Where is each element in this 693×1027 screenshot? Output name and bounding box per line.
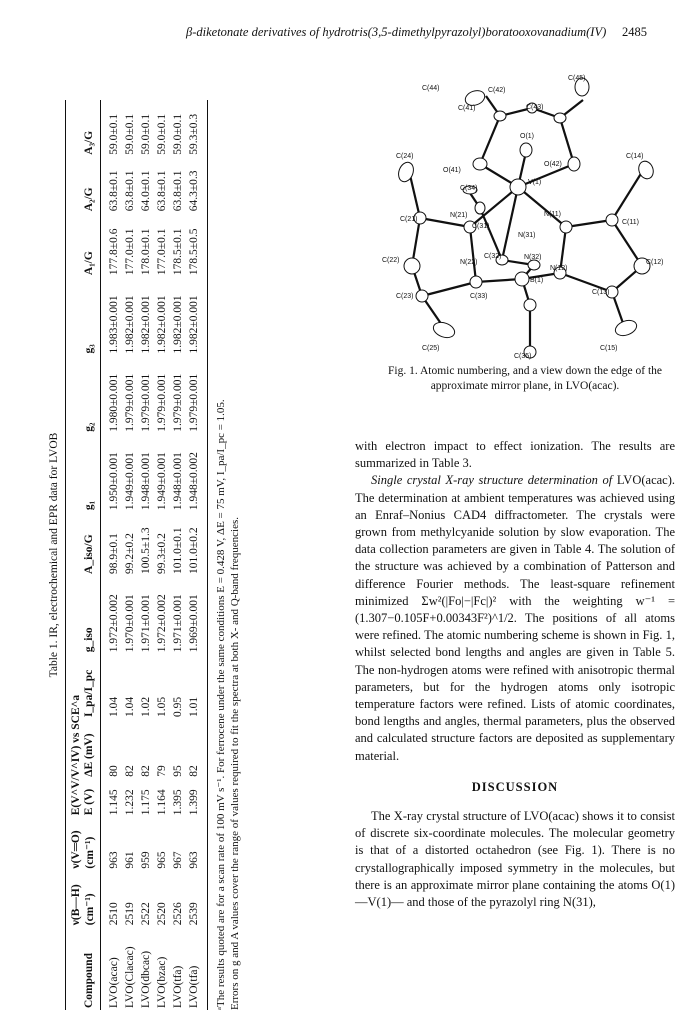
label-c35: C(35) [514,353,532,360]
table-cell: 1.979±0.001 [156,373,168,432]
table-cell: 1.949±0.001 [124,452,136,511]
label-n32: N(32) [524,254,542,261]
subsection-heading: Single crystal X-ray structure determination of [371,473,613,488]
label-c24: C(24) [396,153,414,160]
data-table [65,100,208,1010]
table-cell: 2539 [186,871,208,928]
paragraph-2-text: LVO(acac). The determination at ambient temperatures was achieved using an Enraf–Nonius CAD4 diffractometer. The crystals were grown from methylcyanide solution by slow evaporation. The data collection parameters are given in Table 4. The solution of the structure was achieved by a combination of Patterson and difference Fourier methods. The least-square refinement minimized Σw²(|Fo|−|Fc|)² with the weighting w⁻¹ = (1.307−0.105F+0.00343F²)^1/2. The positions of all atoms were refined. The atomic numbering scheme is shown in Fig. 1, whilst selected bond lengths and angles are given in Table 5. The non-hydrogen atoms were refined with anisotropic thermal parameters, but for the hydrogen atoms only isotropic temperature factors were refined. Lists of atomic coordinates, bond lengths and angles, thermal parameters, plus the observed and calculated structure factors are deposited as supplementary material. [355,473,675,763]
table-title: Table 1. IR, electrochemical and EPR data for LVOB [48,432,60,678]
table-cell: 0.95 [172,696,184,718]
page-number: 2485 [622,25,647,39]
table-1 [43,100,308,1010]
table-cell: 59.0±0.1 [124,113,136,155]
table-cell: 1.979±0.001 [124,373,136,432]
label-n22: N(22) [460,259,478,266]
figure-caption: Fig. 1. Atomic numbering, and a view down the edge of the approximate mirror plane, in LVO(acac). [387,365,663,392]
table-cell: 1.983±0.001 [108,295,120,354]
table-cell: LVO(tfa) [172,965,184,1008]
table-cell: 1.948±0.001 [140,452,152,511]
table-cell: 1.395 [172,789,184,816]
header-cell: g_iso [82,576,101,654]
label-n12: N(12) [550,265,568,272]
table-cell: 100.5±1.3 [140,527,152,574]
table-cell: 1.145 [108,789,120,816]
table-cell: LVO(tfa) [186,927,208,1010]
table-cell: 959 [140,851,152,869]
table-cell: 1.979±0.001 [186,355,208,433]
header-cell: A_iso/G [82,512,101,576]
header-cell: A₃/G [82,100,101,157]
label-o42: O(42) [544,161,562,168]
table-cell: 1.980±0.001 [108,373,120,432]
table-cell: 95 [172,765,184,777]
label-c32: C(32) [484,253,502,260]
table-cell: 2510 [108,902,120,926]
header-cell: A₂/G [82,157,101,214]
table-cell: LVO(acac) [108,957,120,1008]
header-cell: g₃ [82,277,101,355]
table-cell: 177.0±0.1 [156,228,168,276]
table-cell: 59.3±0.3 [186,100,208,157]
table-cell: 82 [140,765,152,777]
header-cell: A₁/G [82,213,101,277]
table-cell: 63.8±0.1 [108,170,120,212]
body-column [355,438,675,911]
header-cell: I_pa/I_pc [82,654,101,719]
table-cell: 59.0±0.1 [156,113,168,155]
table-cell: 1.01 [186,654,208,719]
table-cell: 79 [156,765,168,777]
header-cell: (cm⁻¹) [82,871,101,928]
header-cell [66,512,83,576]
table-cell: 63.8±0.1 [172,170,184,212]
label-c44: C(44) [422,85,440,92]
table-cell: 1.982±0.001 [172,295,184,354]
table-header-row-2 [82,100,101,1010]
table-cell: 80 [108,765,120,777]
label-c33: C(33) [470,293,488,300]
table-cell: 2522 [140,902,152,926]
header-cell: ν(B—H) [66,871,83,928]
label-c13: C(13) [592,289,610,296]
header-cell: (cm⁻¹) [82,817,101,870]
header-cell [66,355,83,433]
table-cell: 1.164 [156,789,168,816]
label-c31: C(31) [472,223,490,230]
header-cell [66,434,83,512]
table-cell: 1.982±0.001 [186,277,208,355]
table-cell: 2519 [124,902,136,926]
table-cell: 59.0±0.1 [108,113,120,155]
label-n11: N(11) [544,211,561,218]
table-cell: 1.950±0.001 [108,452,120,511]
table-cell: 1.04 [124,696,136,718]
table-cell: 965 [156,851,168,869]
table-cell: 1.02 [140,696,152,718]
label-b1: B(1) [530,277,544,284]
header-cell: Compound [82,927,101,1010]
label-c25: C(25) [422,345,440,352]
table-cell: LVO(Clacac) [124,946,136,1008]
table-row [101,100,123,1010]
header-cell [66,277,83,355]
table-cell: 1.05 [156,696,168,718]
table-cell: 1.232 [124,789,136,816]
table-row [154,100,170,1010]
section-heading-discussion: DISCUSSION [471,779,559,794]
table-cell: 963 [108,851,120,869]
header-cell: ΔE (mV) [82,719,101,779]
table-cell: 967 [172,851,184,869]
paragraph-1: with electron impact to effect ionization. The results are summarized in Table 3. [355,439,675,471]
table-cell: 59.0±0.1 [140,113,152,155]
label-n31: N(31) [518,232,536,239]
table-cell: LVO(bzac) [156,956,168,1008]
table-cell: 82 [186,719,208,779]
table-cell: 1.399 [186,779,208,818]
table-cell: 98.9±0.1 [108,533,120,574]
label-c43: C(43) [526,104,544,111]
table-cell: 178.5±0.1 [172,228,184,276]
label-c34: C(34) [460,185,478,192]
header-cell: ν(V═O) [66,817,83,870]
header-cell: g₁ [82,434,101,512]
header-cell: E (V) [82,779,101,818]
header-cell [66,213,83,277]
table-row [170,100,186,1010]
label-c41: C(41) [458,105,476,112]
footnote-line-2: Errors on g and A values cover the range of values required to fit the spectra at both X- and Q-band frequencies. [229,517,241,1010]
header-cell [66,927,83,1010]
table-cell: 2520 [156,902,168,926]
header-cell [66,100,83,157]
table-cell: 82 [124,765,136,777]
label-c45: C(45) [568,75,586,82]
molecular-structure-figure [380,60,680,360]
table-row [186,100,208,1010]
table-cell: 1.04 [108,696,120,718]
table-cell: 63.8±0.1 [124,170,136,212]
table-cell: 1.971±0.001 [172,594,184,653]
table-cell: 1.970±0.001 [124,594,136,653]
table-row [138,100,154,1010]
label-c22: C(22) [382,257,400,264]
table-cell: 99.3±0.2 [156,533,168,574]
label-c23: C(23) [396,293,414,300]
table-cell: 64.3±0.3 [186,157,208,214]
label-c21: C(21) [400,216,418,223]
table-cell: 59.0±0.1 [172,113,184,155]
table-row [122,100,138,1010]
table-cell: 178.0±0.1 [140,228,152,276]
label-c42: C(42) [488,87,506,94]
table-cell: 99.2±0.2 [124,533,136,574]
table-cell: 1.949±0.001 [156,452,168,511]
header-cell [66,157,83,214]
table-cell: 1.982±0.001 [140,295,152,354]
table-cell: 1.948±0.002 [186,434,208,512]
label-c12: C(12) [646,259,664,266]
table-cell: 1.175 [140,789,152,816]
table-cell: 2526 [172,902,184,926]
table-cell: 64.0±0.1 [140,170,152,212]
table-cell: 961 [124,851,136,869]
table-cell: 963 [186,817,208,870]
label-c14: C(14) [626,153,644,160]
table-cell: 177.8±0.6 [108,228,120,276]
table-cell: 1.971±0.001 [140,594,152,653]
header-cell [66,576,83,654]
table-cell: 1.948±0.001 [172,452,184,511]
table-header-row-1 [66,100,83,1010]
label-o1: O(1) [520,133,534,140]
running-header-title: β-diketonate derivatives of hydrotris(3,5-dimethylpyrazolyl)boratooxovanadium(IV) [186,25,607,39]
table-cell: 1.972±0.002 [156,594,168,653]
footnote-line-1: ᵃThe results quoted are for a scan rate of 100 mV s⁻¹. For ferrocene under the same conditions E = 0.428 V, ΔE = 75 mV, I_pa/I_pc = 1.05. [215,399,227,1010]
table-cell: 178.5±0.5 [186,213,208,277]
table-cell: 101.0±0.2 [186,512,208,576]
table-cell: 1.982±0.001 [124,295,136,354]
label-c11: C(11) [622,219,639,226]
table-cell: 1.972±0.002 [108,594,120,653]
label-v1: V(1) [528,179,542,186]
paragraph-2 [355,472,675,764]
header-cell: g₂ [82,355,101,433]
paragraph-3: The X-ray crystal structure of LVO(acac) shows it to consist of discrete six-coordinate molecules. The molecular geometry is that of a distorted octahedron (see Fig. 1). There is no crystallographically imposed symmetry in the molecules, but there is an approximate mirror plane containing the atoms O(1)—V(1)— and those of the pyrazolyl ring N(31), [355,809,675,910]
label-c15: C(15) [600,345,618,352]
table-cell: 63.8±0.1 [156,170,168,212]
table-cell: 1.969±0.001 [186,576,208,654]
label-n21: N(21) [450,212,468,219]
table-cell: 177.0±0.1 [124,228,136,276]
label-o41: O(41) [443,167,461,174]
table-cell: 1.979±0.001 [172,373,184,432]
table-cell: 101.0±0.1 [172,527,184,574]
header-cell: E(V^V/V^IV) vs SCE^a [66,654,83,817]
table-cell: 1.982±0.001 [156,295,168,354]
table-cell: LVO(dbcac) [140,950,152,1008]
table-cell: 1.979±0.001 [140,373,152,432]
table-footnote [214,100,242,1010]
